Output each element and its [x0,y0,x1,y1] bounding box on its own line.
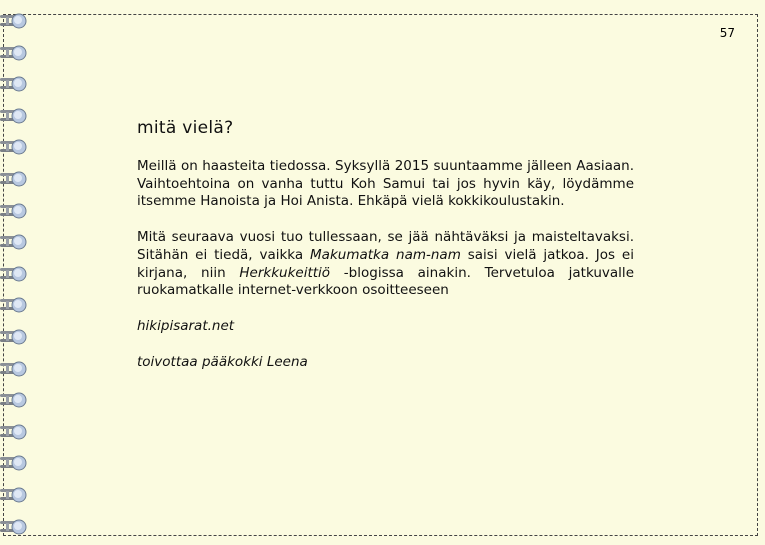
binding-ring-icon [0,138,30,156]
paragraph-2-text-3: -blogissa ainakin. Tervetuloa jatkuvalle ruokamatkalle internet-verkkoon osoitteeseen [137,264,634,299]
binding-ring-icon [0,12,30,30]
binding-ring-icon [0,202,30,220]
binding-ring-icon [0,170,30,188]
spiral-binding [0,0,30,545]
binding-ring-icon [0,296,30,314]
book-title: Makumatka nam-nam [310,246,461,263]
binding-ring-icon [0,107,30,125]
paragraph-2-text-1: Mitä seuraava vuosi tuo tullessaan, se jää nähtäväksi ja maisteltavaksi. Sitähän ei tiedä, vaikka [137,228,634,263]
website-address: hikipisarat.net [137,317,235,334]
paragraph-2-text-2: saisi vielä jatkoa. Jos ei kirjana, niin [137,246,634,281]
binding-ring-icon [0,391,30,409]
paragraph-1: Meillä on haasteita tiedossa. Syksyllä 2015 suuntaamme jälleen Aasiaan. Vaihtoehtoina on vanha tuttu Koh Samui tai jos hyvin käy, löydämme itsemme Hanoista ja Hoi Anista. Ehkäpä vielä kokkikoulustakin. [137,157,634,210]
binding-ring-icon [0,423,30,441]
binding-ring-icon [0,75,30,93]
signature: toivottaa pääkokki Leena [137,353,308,370]
binding-ring-icon [0,360,30,378]
binding-ring-icon [0,233,30,251]
page-number: 57 [719,26,735,40]
blog-name: Herkkukeittiö [239,264,331,281]
binding-ring-icon [0,486,30,504]
page-heading: mitä vielä? [137,118,234,138]
binding-ring-icon [0,265,30,283]
page-content [137,120,634,389]
binding-ring-icon [0,518,30,536]
paragraph-2 [137,229,634,300]
binding-ring-icon [0,328,30,346]
binding-ring-icon [0,454,30,472]
binding-ring-icon [0,44,30,62]
